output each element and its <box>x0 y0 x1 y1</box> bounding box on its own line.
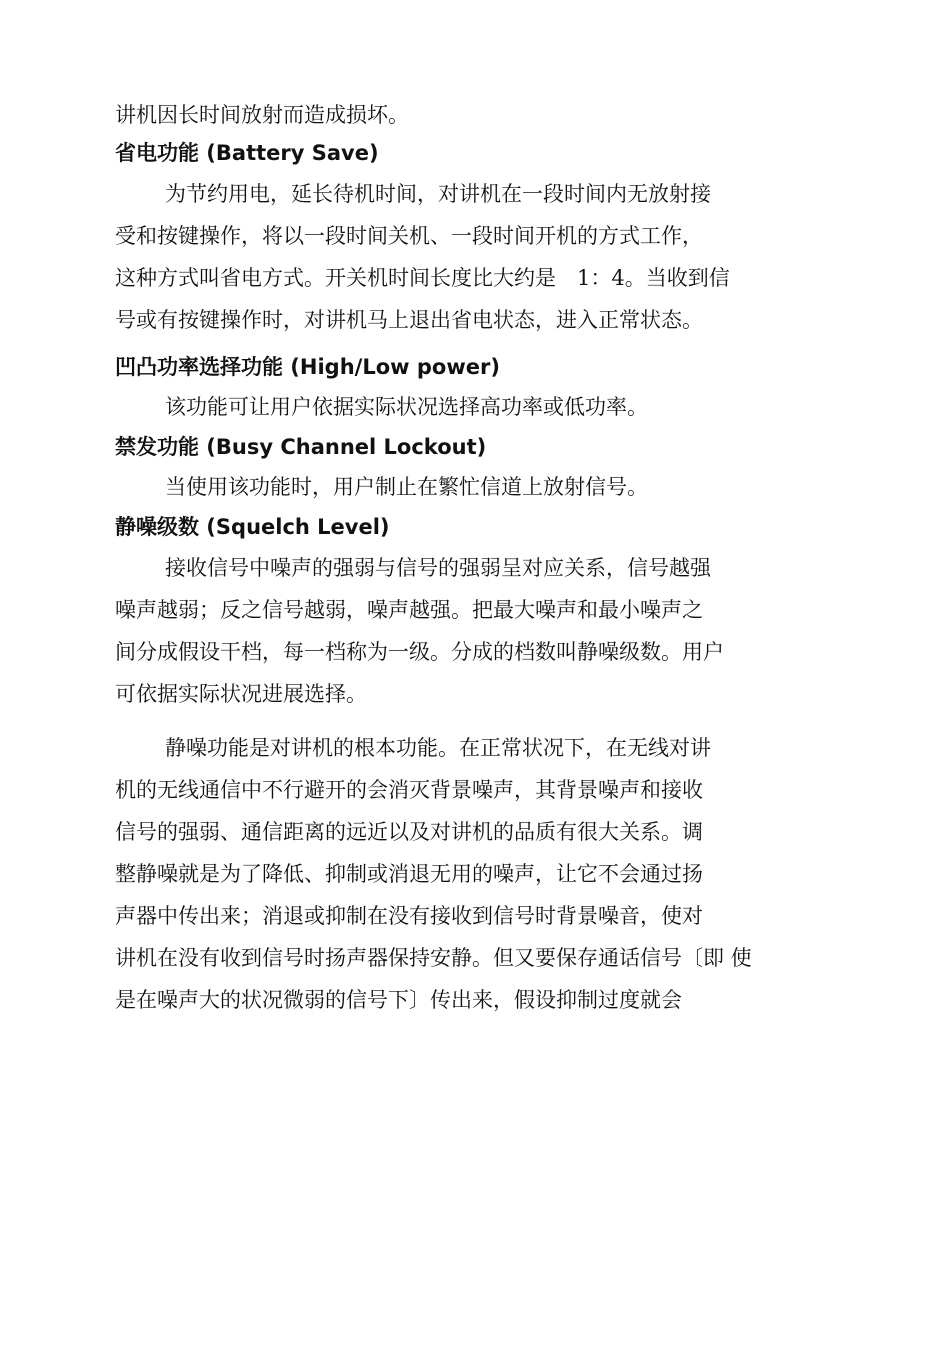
paragraph-line: 可依据实际状况进展选择。 <box>115 682 367 706</box>
paragraph-line: 静噪功能是对讲机的根本功能。在正常状况下，在无线对讲 <box>165 736 711 760</box>
paragraph-line: 受和按键操作，将以一段时间关机、一段时间开机的方式工作， <box>115 224 703 248</box>
paragraph-line: 接收信号中噪声的强弱与信号的强弱呈对应关系，信号越强 <box>165 556 711 580</box>
paragraph-line: 讲机因长时间放射而造成损坏。 <box>115 103 409 127</box>
section-heading-battery-save: 省电功能 (Battery Save) <box>115 141 379 165</box>
paragraph-line: 当使用该功能时，用户制止在繁忙信道上放射信号。 <box>165 475 648 499</box>
paragraph-line: 为节约用电，延长待机时间，对讲机在一段时间内无放射接 <box>165 182 711 206</box>
paragraph-line: 号或有按键操作时，对讲机马上退出省电状态，进入正常状态。 <box>115 308 703 332</box>
section-heading-squelch-level: 静噪级数 (Squelch Level) <box>115 515 390 539</box>
paragraph-line: 该功能可让用户依据实际状况选择高功率或低功率。 <box>165 395 648 419</box>
paragraph-line: 这种方式叫省电方式。开关机时间长度比大约是 1：4。当收到信 <box>115 266 730 290</box>
paragraph-line: 是在噪声大的状况微弱的信号下〕传出来，假设抑制过度就会 <box>115 988 682 1012</box>
paragraph-line: 噪声越弱；反之信号越弱，噪声越强。把最大噪声和最小噪声之 <box>115 598 703 622</box>
paragraph-line: 机的无线通信中不行避开的会消灭背景噪声，其背景噪声和接收 <box>115 778 703 802</box>
paragraph-line: 声器中传出来；消退或抑制在没有接收到信号时背景噪音，使对 <box>115 904 703 928</box>
paragraph-line: 间分成假设干档，每一档称为一级。分成的档数叫静噪级数。用户 <box>115 640 724 664</box>
document-body <box>115 97 840 1021</box>
paragraph-line: 整静噪就是为了降低、抑制或消退无用的噪声，让它不会通过扬 <box>115 862 703 886</box>
paragraph-line: 信号的强弱、通信距离的远近以及对讲机的品质有很大关系。调 <box>115 820 703 844</box>
section-heading-high-low-power: 凹凸功率选择功能 (High/Low power) <box>115 355 500 379</box>
section-heading-busy-channel-lockout: 禁发功能 (Busy Channel Lockout) <box>115 435 487 459</box>
paragraph-line: 讲机在没有收到信号时扬声器保持安静。但又要保存通话信号〔即 使 <box>115 946 752 970</box>
